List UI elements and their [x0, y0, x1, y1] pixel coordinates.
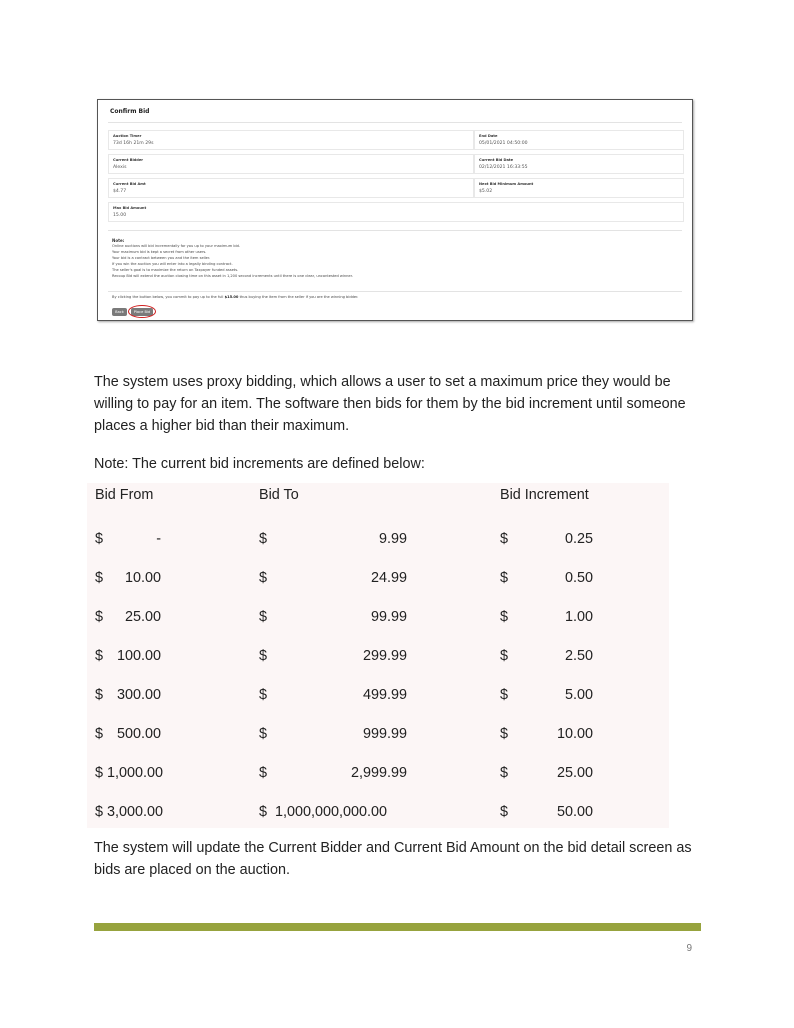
confirm-bid-screenshot	[97, 99, 693, 321]
commit-amount: $15.00	[224, 295, 239, 299]
field-label: Current Bidder	[113, 158, 144, 162]
to-currency: $	[259, 726, 268, 742]
title-divider	[108, 122, 682, 123]
update-paragraph: The system will update the Current Bidder and Current Bid Amount on the bid detail screen as bids are placed on the auction.	[94, 840, 692, 878]
to-currency: $	[259, 687, 268, 703]
field-value: 05/01/2021 04:50:00	[479, 141, 528, 146]
increments-note-paragraph: Note: The current bid increments are defined below:	[94, 456, 425, 472]
from-currency: $	[95, 570, 104, 586]
increment-value: 5.00	[564, 687, 593, 703]
field-value: 15.00	[113, 213, 127, 218]
from-value	[95, 765, 163, 781]
note-line: The seller's goal is to maximize the return on Taxpayer funded assets.	[112, 268, 239, 272]
to-currency: $	[259, 804, 268, 820]
to-value: 99.99	[370, 609, 407, 625]
field-value: $5.02	[479, 189, 493, 194]
table-row	[87, 716, 669, 754]
increment-currency: $	[500, 648, 509, 664]
table-header-row	[87, 483, 669, 521]
bid-increments-table	[87, 483, 669, 828]
field-next-bid-minimum	[474, 178, 684, 198]
note-line: Recoup Bid will extend the auction closing time on this asset in 1,200 second increments until there is one clear, uncontested winner.	[112, 274, 353, 278]
header-bid-increment: Bid Increment	[500, 487, 589, 503]
from-value: 25.00	[124, 609, 161, 625]
field-value: Alexis	[113, 165, 127, 170]
commit-text: By clicking the button below, you commit to pay up to the full	[112, 295, 225, 299]
to-value: 24.99	[370, 570, 407, 586]
note-heading: Note:	[112, 238, 125, 243]
increment-value: 2.50	[564, 648, 593, 664]
table-row	[87, 638, 669, 676]
table-row	[87, 599, 669, 637]
from-currency: $	[95, 804, 104, 820]
note-lines	[112, 243, 353, 279]
to-currency: $	[259, 531, 268, 547]
page-number: 9	[686, 943, 692, 954]
field-label: Max Bid Amount	[113, 206, 147, 210]
to-currency: $	[259, 570, 268, 586]
to-value: 499.99	[362, 687, 407, 703]
from-currency: $	[95, 609, 104, 625]
from-value: 300.00	[116, 687, 161, 703]
increment-currency: $	[500, 609, 509, 625]
from-currency: $	[95, 531, 104, 547]
note-line: Online auctions will bid incrementally for you up to your maximum bid.	[112, 244, 241, 248]
increment-value: 10.00	[556, 726, 593, 742]
to-currency: $	[259, 765, 268, 781]
confirm-bid-title: Confirm Bid	[110, 108, 150, 115]
field-current-bid-amt	[108, 178, 474, 198]
field-value: $4.77	[113, 189, 127, 194]
table-row	[87, 794, 669, 832]
from-amount: 3,000.00	[107, 804, 164, 820]
field-end-date	[474, 130, 684, 150]
from-currency: $	[95, 648, 104, 664]
note-section	[108, 230, 682, 292]
from-value: 10.00	[124, 570, 161, 586]
from-currency: $	[95, 726, 104, 742]
to-value: 999.99	[362, 726, 407, 742]
increment-currency: $	[500, 765, 509, 781]
footer-accent-bar	[94, 923, 701, 931]
field-current-bid-date	[474, 154, 684, 174]
to-value: 299.99	[362, 648, 407, 664]
from-value	[95, 804, 163, 820]
to-value: 9.99	[378, 531, 407, 547]
field-current-bidder	[108, 154, 474, 174]
increment-currency: $	[500, 570, 509, 586]
increment-value: 1.00	[564, 609, 593, 625]
field-label: Current Bid Date	[479, 158, 514, 162]
table-row	[87, 755, 669, 793]
from-currency: $	[95, 687, 104, 703]
to-currency: $	[259, 648, 268, 664]
from-amount: 1,000.00	[107, 765, 164, 781]
to-value	[259, 804, 387, 820]
field-auction-timer	[108, 130, 474, 150]
commit-text: thus buying the item from the seller if you are the winning bidder.	[238, 295, 359, 299]
from-value: 500.00	[116, 726, 161, 742]
increment-value: 25.00	[556, 765, 593, 781]
field-max-bid-amount	[108, 202, 684, 222]
commit-statement	[112, 295, 358, 299]
header-bid-from: Bid From	[95, 487, 154, 503]
field-value: 02/12/2021 16:33:55	[479, 165, 528, 170]
note-line: Your bid is a contract between you and the item seller.	[112, 256, 211, 260]
increment-currency: $	[500, 804, 509, 820]
from-value: -	[156, 531, 161, 547]
field-label: End Date	[479, 134, 498, 138]
field-label: Auction Timer	[113, 134, 142, 138]
increment-currency: $	[500, 687, 509, 703]
proxy-bidding-paragraph: The system uses proxy bidding, which allows a user to set a maximum price they would be willing to pay for an item. The software then bids for them by the bid increment until someone places a higher bid than their maximum.	[94, 374, 686, 434]
field-label: Current Bid Amt	[113, 182, 146, 186]
from-currency: $	[95, 765, 104, 781]
back-button[interactable]: Back	[112, 308, 127, 316]
from-value: 100.00	[116, 648, 161, 664]
increment-currency: $	[500, 531, 509, 547]
field-value: 73d 16h 21m 29s	[113, 141, 154, 146]
increment-value: 0.25	[564, 531, 593, 547]
note-line: If you win the auction you will enter into a legally binding contract.	[112, 262, 233, 266]
note-line: Your maximum bid is kept a secret from other users.	[112, 250, 207, 254]
to-value: 2,999.99	[350, 765, 407, 781]
table-row	[87, 560, 669, 598]
field-label: Next Bid Minimum Amount	[479, 182, 534, 186]
increment-value: 0.50	[564, 570, 593, 586]
table-row	[87, 677, 669, 715]
highlight-circle	[128, 305, 156, 318]
table-row	[87, 521, 669, 559]
header-bid-to: Bid To	[259, 487, 299, 503]
increment-currency: $	[500, 726, 509, 742]
to-currency: $	[259, 609, 268, 625]
place-bid-button[interactable]: Place Bid	[131, 308, 153, 316]
increment-value: 50.00	[556, 804, 593, 820]
to-amount: 1,000,000,000.00	[275, 804, 388, 820]
